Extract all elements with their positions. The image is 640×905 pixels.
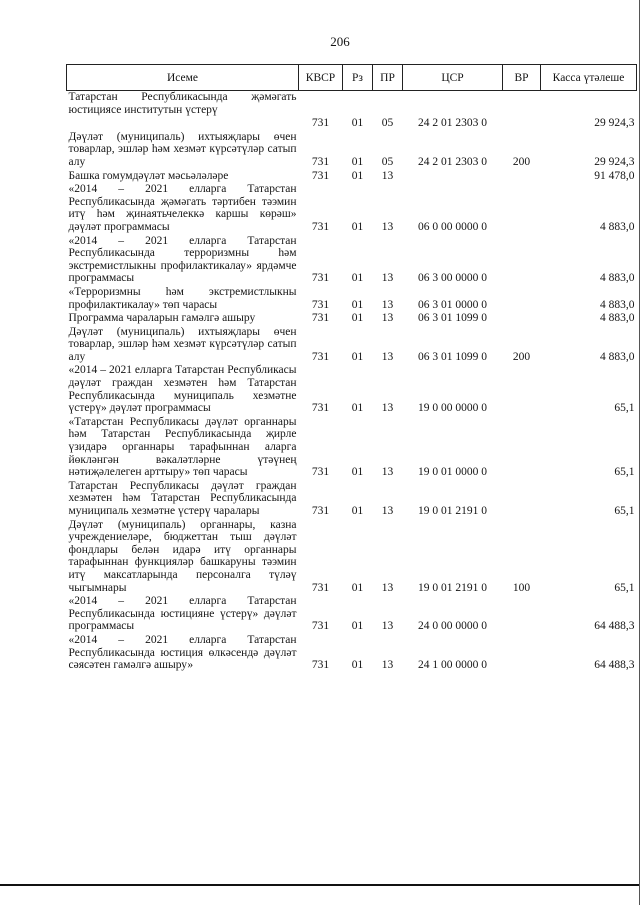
table-row: [67, 595, 637, 634]
row-vr: [503, 117, 541, 131]
row-pr: 13: [381, 350, 394, 363]
row-rz: 01: [351, 659, 364, 672]
row-csr: 24 0 00 0000 0: [418, 620, 487, 633]
row-name: Дәүләт (муниципаль) органнары, казна учреждениеләре, бюджеттан тыш дәүләт фондлары белән идарә итү органнары тарафыннан функцияләр башкаруны тәэмин итү максатларында персоналга түләү чыгымнары: [68, 518, 297, 594]
row-csr: 19 0 01 2191 0: [418, 581, 487, 594]
row-csr: 06 3 00 0000 0: [418, 272, 487, 285]
row-kassa: 4 883,0: [600, 220, 635, 233]
row-name: «2014 – 2021 елларга Татарстан Республикасында җәмәгать тәртибен тәэмин итү һәм җинаятьчелеккә каршы көрәш» дәүләт программасы: [68, 183, 297, 233]
header-kassa: Касса үтәлеше: [541, 65, 637, 91]
row-vr: [503, 480, 541, 519]
row-pr: 13: [381, 298, 394, 311]
row-kassa: 64 488,3: [594, 659, 635, 672]
table-row: [67, 235, 637, 286]
row-name: «2014 – 2021 елларга Татарстан Республикасында юстицияне үстерү» дәүләт программасы: [68, 595, 297, 633]
row-csr: 19 0 00 0000 0: [418, 402, 487, 415]
header-vr: ВР: [503, 65, 541, 91]
row-kvsr: 731: [311, 169, 330, 182]
row-csr: 06 0 00 0000 0: [418, 220, 487, 233]
row-kassa: 65,1: [614, 505, 635, 517]
row-pr: 13: [381, 659, 394, 672]
row-kvsr: 731: [311, 505, 330, 517]
row-pr: 13: [381, 402, 394, 415]
row-name: «2014 – 2021 елларга Татарстан Республикасында юстиция өлкәсендә дәүләт сәясәтен гамәлгә ашыру»: [68, 633, 297, 672]
row-name: Татарстан Республикасы дәүләт граждан хезмәтен һәм Татарстан Республикасында муниципаль хезмәтне үстерү чаралары: [68, 479, 297, 517]
row-vr: [503, 235, 541, 286]
row-kvsr: 731: [311, 220, 330, 233]
row-vr: 100: [512, 581, 531, 594]
table-row: [67, 519, 637, 596]
budget-table: [66, 64, 637, 673]
row-kassa: 29 924,3: [594, 117, 635, 130]
row-pr: 13: [381, 505, 394, 517]
header-kvsr: КВСР: [299, 65, 343, 91]
row-csr: 19 0 01 0000 0: [418, 466, 487, 479]
row-rz: 01: [351, 350, 364, 363]
table-row: [67, 183, 637, 234]
row-vr: [503, 91, 541, 118]
header-name: Исеме: [67, 65, 299, 91]
row-vr: [503, 170, 541, 184]
header-rz: Рз: [343, 65, 373, 91]
table-row: [67, 91, 637, 118]
row-pr: 13: [381, 220, 394, 233]
row-name: Дәүләт (муниципаль) ихтыяҗлары өчен товарлар, эшләр һәм хезмәт күрсәтүләр сатып алу: [68, 130, 297, 168]
row-csr: [403, 91, 503, 118]
row-kassa: 4 883,0: [600, 350, 635, 363]
row-vr: [503, 183, 541, 234]
table-row: [67, 416, 637, 480]
row-kvsr: 731: [311, 659, 330, 672]
row-vr: [503, 364, 541, 415]
row-rz: 01: [351, 117, 364, 130]
table-row: [67, 480, 637, 519]
row-vr: [503, 634, 541, 673]
row-kvsr: 731: [311, 155, 330, 168]
page-number: 206: [330, 34, 350, 49]
table-row: [67, 286, 637, 312]
header-pr: ПР: [373, 65, 403, 91]
row-pr: 05: [381, 117, 394, 130]
row-name: «2014 – 2021 елларга Татарстан Республикасы дәүләт граждан хезмәтен һәм Татарстан Республикасында муниципаль хезмәтне үстерү» дәүләт программасы: [68, 364, 297, 415]
row-rz: 01: [351, 402, 364, 415]
row-kvsr: [299, 91, 343, 118]
row-rz: 01: [351, 272, 364, 285]
row-pr: 13: [381, 169, 394, 182]
row-rz: 01: [351, 155, 364, 168]
table-row: [67, 131, 637, 170]
row-name: Башка гомумдәүләт мәсьәләләре: [68, 169, 229, 182]
row-pr: 13: [381, 620, 394, 633]
row-name: «Терроризмны һәм экстремистлыкны профилактикалау» төп чарасы: [68, 285, 297, 311]
row-rz: 01: [351, 169, 364, 182]
row-rz: 01: [351, 312, 364, 325]
row-csr: 06 3 01 0000 0: [418, 298, 487, 311]
row-kvsr: 731: [311, 402, 330, 415]
header-csr: ЦСР: [403, 65, 503, 91]
row-kassa: [541, 91, 637, 118]
row-rz: 01: [351, 298, 364, 311]
table-row: [67, 117, 637, 131]
row-pr: 13: [381, 272, 394, 285]
row-kvsr: 731: [311, 298, 330, 311]
row-kassa: 65,1: [614, 466, 635, 479]
row-csr: 19 0 01 2191 0: [418, 505, 487, 517]
row-kassa: 65,1: [614, 402, 635, 415]
row-kassa: 4 883,0: [600, 298, 635, 311]
row-vr: 200: [512, 350, 531, 363]
row-vr: 200: [512, 155, 531, 168]
row-kvsr: 731: [311, 466, 330, 479]
row-pr: 05: [381, 155, 394, 168]
row-name: «2014 – 2021 елларга Татарстан Республикасында терроризмны һәм экстремистлыкны профилактикалау» ярдәмче программасы: [68, 234, 297, 285]
row-kvsr: 731: [311, 117, 330, 130]
row-kassa: 64 488,3: [594, 620, 635, 633]
row-pr: 13: [381, 466, 394, 479]
row-name: [67, 117, 299, 131]
row-name: Дәүләт (муниципаль) ихтыяҗлары өчен товарлар, эшләр һәм хезмәт күрсәтүләр сатып алу: [68, 325, 297, 363]
row-csr: 24 2 01 2303 0: [418, 117, 487, 130]
row-name: Программа чараларын гамәлгә ашыру: [68, 312, 256, 325]
row-rz: 01: [351, 620, 364, 633]
row-csr: [403, 170, 503, 184]
row-csr: 06 3 01 1099 0: [418, 312, 487, 325]
row-kvsr: 731: [311, 581, 330, 594]
table-row: [67, 634, 637, 673]
row-kassa: 29 924,3: [594, 155, 635, 168]
row-vr: [503, 286, 541, 312]
row-rz: [343, 91, 373, 118]
row-kassa: 4 883,0: [600, 272, 635, 285]
row-rz: 01: [351, 220, 364, 233]
row-kvsr: 731: [311, 620, 330, 633]
table-row: [67, 364, 637, 415]
row-pr: 13: [381, 581, 394, 594]
row-vr: [503, 595, 541, 634]
row-rz: 01: [351, 581, 364, 594]
table-header-row: [67, 65, 637, 91]
row-vr: [503, 416, 541, 480]
row-pr: [373, 91, 403, 118]
row-kassa: 4 883,0: [600, 312, 635, 325]
row-pr: 13: [381, 312, 394, 325]
row-rz: 01: [351, 505, 364, 517]
row-kvsr: 731: [311, 312, 330, 325]
row-csr: 06 3 01 1099 0: [418, 350, 487, 363]
row-csr: 24 1 00 0000 0: [418, 659, 487, 672]
row-kvsr: 731: [311, 272, 330, 285]
row-name: «Татарстан Республикасы дәүләт органнары һәм Татарстан Республикасында җирле үзидарә органнары тарафыннан аларга йөкләнгән вәкаләтләрне үтәүнең нәтиҗәлелеген арттыру» төп чарасы: [68, 415, 297, 479]
row-rz: 01: [351, 466, 364, 479]
page-bottom-border: [0, 884, 640, 886]
row-csr: 24 2 01 2303 0: [418, 155, 487, 168]
row-kvsr: 731: [311, 350, 330, 363]
row-name: Татарстан Республикасында җәмәгать юстициясе институтын үстерү: [68, 91, 297, 116]
row-kassa: 91 478,0: [594, 169, 635, 182]
row-vr: [503, 312, 541, 326]
table-row: [67, 170, 637, 184]
row-kassa: 65,1: [614, 581, 635, 594]
table-row: [67, 326, 637, 365]
table-row: [67, 312, 637, 326]
